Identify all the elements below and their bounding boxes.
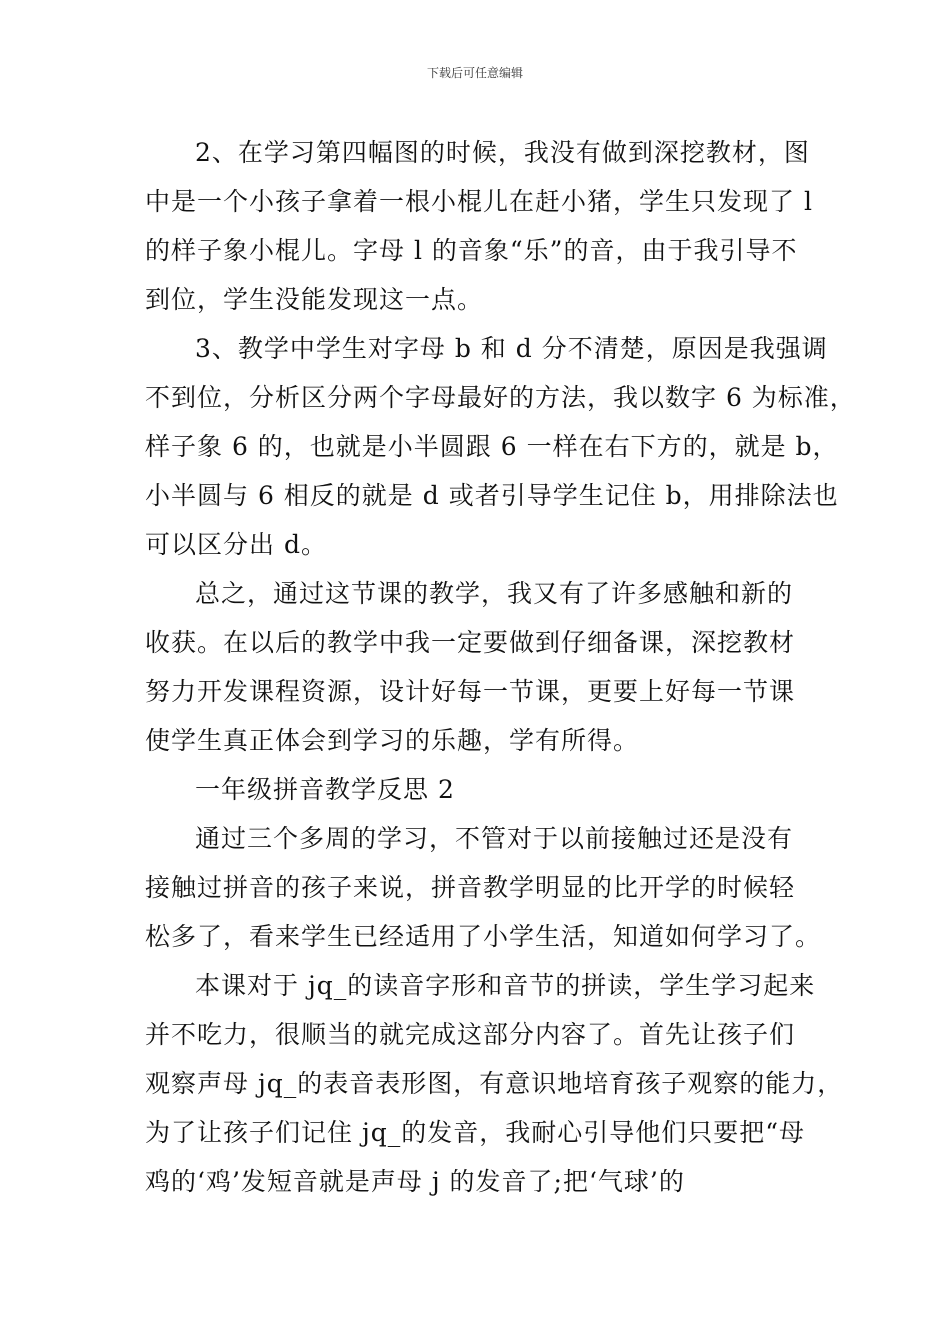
paragraph-line: 中是一个小孩子拿着一根小棍儿在赶小猪，学生只发现了 l bbox=[145, 187, 813, 216]
paragraph-line: 努力开发课程资源，设计好每一节课，更要上好每一节课 bbox=[145, 677, 796, 706]
paragraph-line: 鸡的‘鸡’发短音就是声母 j 的发音了;把‘气球’的 bbox=[145, 1167, 685, 1196]
paragraph-line: 并不吃力，很顺当的就完成这部分内容了。首先让孩子们 bbox=[145, 1020, 796, 1049]
paragraph-line: 可以区分出 d。 bbox=[145, 530, 327, 559]
paragraph-line: 小半圆与 6 相反的就是 d 或者引导学生记住 b，用排除法也 bbox=[145, 481, 839, 510]
paragraph-line: 总之，通过这节课的教学，我又有了许多感触和新的 bbox=[195, 579, 794, 608]
paragraph-summary bbox=[145, 569, 825, 765]
paragraph-line: 收获。在以后的教学中我一定要做到仔细备课，深挖教材 bbox=[145, 628, 796, 657]
section-heading bbox=[145, 765, 825, 814]
document-body bbox=[145, 128, 856, 1206]
paragraph-line: 到位，学生没能发现这一点。 bbox=[145, 285, 484, 314]
paragraph-line: 样子象 6 的，也就是小半圆跟 6 一样在右下方的，就是 b， bbox=[145, 432, 839, 461]
paragraph-line: 为了让孩子们记住 jq_的发音，我耐心引导他们只要把“母 bbox=[145, 1118, 805, 1147]
paragraph-line: 使学生真正体会到学习的乐趣，学有所得。 bbox=[145, 726, 640, 755]
paragraph-line: 本课对于 jq_的读音字形和音节的拼读，学生学习起来 bbox=[195, 971, 816, 1000]
paragraph-intro bbox=[145, 814, 825, 961]
page-header: 下载后可任意编辑 bbox=[426, 66, 523, 80]
paragraph-line: 松多了，看来学生已经适用了小学生活，知道如何学习了。 bbox=[145, 922, 822, 951]
paragraph-line: 2、在学习第四幅图的时候，我没有做到深挖教材，图 bbox=[195, 138, 810, 167]
section-title: 一年级拼音教学反思 2 bbox=[195, 775, 455, 804]
paragraph-line: 观察声母 jq_的表音表形图，有意识地培育孩子观察的能力， bbox=[145, 1069, 844, 1098]
paragraph-line: 的样子象小棍儿。字母 l 的音象“乐”的音，由于我引导不 bbox=[145, 236, 798, 265]
paragraph-line: 通过三个多周的学习，不管对于以前接触过还是没有 bbox=[195, 824, 794, 853]
paragraph-line: 不到位，分析区分两个字母最好的方法，我以数字 6 为标准， bbox=[145, 383, 856, 412]
paragraph-2 bbox=[145, 128, 825, 324]
paragraph-line: 接触过拼音的孩子来说，拼音教学明显的比开学的时候轻 bbox=[145, 873, 796, 902]
paragraph-3 bbox=[145, 324, 856, 569]
paragraph-jq bbox=[145, 961, 844, 1206]
paragraph-line: 3、教学中学生对字母 b 和 d 分不清楚，原因是我强调 bbox=[195, 334, 828, 363]
